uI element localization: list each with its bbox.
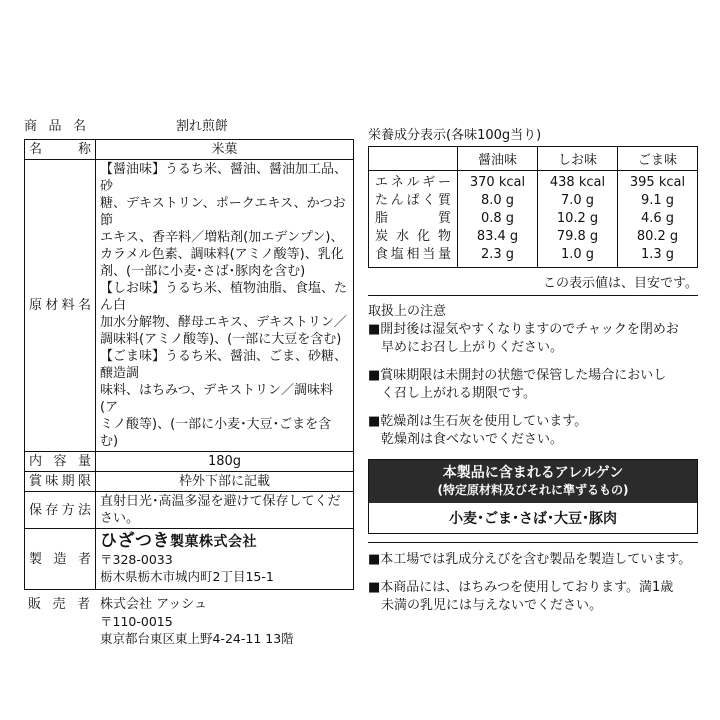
name-value: 米菓 — [96, 140, 354, 160]
nutrient-value: 4.6 g — [618, 210, 698, 228]
seller-info — [100, 596, 294, 647]
nutrition-row — [369, 210, 698, 228]
caution-line: ■開封後は湿気やすくなりますのでチャックを閉めお — [368, 322, 679, 337]
product-value: 割れ煎餅 — [176, 119, 229, 134]
caution-item — [368, 321, 698, 357]
divider — [368, 295, 698, 296]
nutrition-title: 栄養成分表示(各味100g当り) — [368, 128, 542, 143]
maker-row — [25, 529, 354, 590]
product-spec-panel — [24, 118, 354, 647]
allergen-box — [368, 459, 698, 534]
caution-line: 乾燥剤は食べないでください。 — [381, 432, 564, 447]
spec-table — [24, 139, 354, 590]
nutrition-panel — [368, 124, 698, 625]
nutrition-row — [369, 192, 698, 210]
nutrient-value: 83.4 g — [458, 228, 538, 246]
divider — [368, 542, 698, 543]
nutrition-header-row — [369, 147, 698, 171]
nutrient-value: 395 kcal — [618, 171, 698, 193]
caution-line: ■乾燥剤は生石灰を使用しています。 — [368, 414, 588, 429]
nutrient-value: 10.2 g — [538, 210, 618, 228]
storage-line: さい。 — [100, 511, 140, 526]
ingredients-label: 原材料名 — [25, 160, 96, 452]
nutrition-row — [369, 171, 698, 193]
nutrition-row — [369, 246, 698, 268]
footnote-line: ■本商品には、はちみつを使用しております。満1歳 — [368, 580, 674, 595]
nutrient-value: 0.8 g — [458, 210, 538, 228]
allergen-subtitle: (特定原材料及びそれに準ずるもの) — [437, 483, 629, 497]
ingredients-line: 【しお味】うるち米、植物油脂、食塩、たん白 — [100, 281, 348, 313]
nutrient-value: 2.3 g — [458, 246, 538, 268]
ingredients-line: 剤、(一部に小麦･さば･豚肉を含む) — [100, 264, 306, 279]
storage-value — [96, 492, 354, 529]
maker-zip: 〒328-0033 — [100, 552, 173, 567]
nutrition-table — [368, 146, 698, 268]
caution-item — [368, 413, 698, 449]
ingredients-line: 【醤油味】うるち米、醤油、醤油加工品、砂 — [100, 162, 348, 194]
nutrient-value: 7.0 g — [538, 192, 618, 210]
seller-name: 株式会社 アッシュ — [100, 597, 207, 612]
nutrient-value: 1.3 g — [618, 246, 698, 268]
storage-row — [25, 492, 354, 529]
ingredients-line: 味料、はちみつ、デキストリン／調味料(ア — [100, 383, 333, 415]
nutrient-value: 438 kcal — [538, 171, 618, 193]
caution-line: 早めにお召し上がりください。 — [381, 340, 564, 355]
nutrient-value: 9.1 g — [618, 192, 698, 210]
nutrient-value: 370 kcal — [458, 171, 538, 193]
nutrient-name: 食塩相当量 — [369, 246, 458, 268]
nutrition-header-sesame: ごま味 — [618, 147, 698, 171]
ingredients-row — [25, 160, 354, 452]
ingredients-value — [96, 160, 354, 452]
product-label: 商品名 — [24, 119, 86, 134]
nutrient-value: 8.0 g — [458, 192, 538, 210]
seller-block — [24, 596, 354, 647]
name-label: 名称 — [25, 140, 96, 160]
caution-line: く召し上がれる期限です。 — [381, 386, 536, 401]
maker-value — [96, 529, 354, 590]
expiry-value: 枠外下部に記載 — [96, 472, 354, 492]
allergen-title: 本製品に含まれるアレルゲン — [442, 465, 624, 481]
expiry-label: 賞味期限 — [25, 472, 96, 492]
nutrient-value: 79.8 g — [538, 228, 618, 246]
seller-address: 東京都台東区東上野4-24-11 13階 — [100, 631, 294, 646]
ingredients-line: 調味料(アミノ酸等)、(一部に大豆を含む) — [100, 332, 342, 347]
ingredients-line: 【ごま味】うるち米、醤油、ごま、砂糖、醸造調 — [100, 349, 348, 381]
nutrient-name: たんぱく質 — [369, 192, 458, 210]
seller-zip: 〒110-0015 — [100, 614, 173, 629]
ingredients-line: ミノ酸等)、(一部に小麦･大豆･ごまを含む) — [100, 417, 332, 449]
ingredients-line: 加水分解物、酵母エキス、デキストリン／ — [100, 315, 347, 330]
ingredients-line: 糖、デキストリン、ポークエキス、かつお節 — [100, 196, 346, 228]
nutrient-name: エネルギー — [369, 171, 458, 193]
caution-line: ■賞味期限は未開封の状態で保管した場合においし — [368, 368, 667, 383]
seller-label: 販売者 — [28, 597, 90, 612]
maker-address: 栃木県栃木市城内町2丁目15-1 — [100, 569, 274, 584]
expiry-row — [25, 472, 354, 492]
name-row — [25, 140, 354, 160]
storage-label: 保存方法 — [25, 492, 96, 529]
volume-label: 内容量 — [25, 452, 96, 472]
caution-item — [368, 367, 698, 403]
ingredients-line: カラメル色素、調味料(アミノ酸等)、乳化 — [100, 247, 344, 262]
footnote-line: 未満の乳児には与えないでください。 — [381, 598, 603, 613]
maker-label: 製造者 — [25, 529, 96, 590]
maker-company: 製菓株式会社 — [170, 534, 257, 550]
product-row — [24, 118, 354, 136]
footnote-item — [368, 579, 698, 615]
footnote-item — [368, 551, 698, 569]
volume-value: 180g — [96, 452, 354, 472]
nutrition-header-soy: 醤油味 — [458, 147, 538, 171]
nutrient-name: 脂質 — [369, 210, 458, 228]
ingredients-line: エキス、香辛料／増粘剤(加エデンプン)、 — [100, 230, 344, 245]
caution-heading: 取扱上の注意 — [368, 304, 447, 319]
volume-row — [25, 452, 354, 472]
footnote-line: ■本工場では乳成分えびを含む製品を製造しています。 — [368, 552, 692, 567]
maker-brand-logo: ひざつき — [100, 531, 170, 551]
nutrition-header-blank — [369, 147, 458, 171]
nutrient-value: 80.2 g — [618, 228, 698, 246]
nutrition-header-salt: しお味 — [538, 147, 618, 171]
nutrition-row — [369, 228, 698, 246]
nutrient-name: 炭水化物 — [369, 228, 458, 246]
storage-line: 直射日光･高温多湿を避けて保存してくだ — [100, 494, 341, 509]
maker-name — [100, 533, 349, 551]
allergen-header — [369, 460, 697, 503]
allergen-list: 小麦･ごま･さば･大豆･豚肉 — [449, 511, 617, 527]
nutrient-value: 1.0 g — [538, 246, 618, 268]
nutrition-note: この表示値は、目安です。 — [543, 276, 698, 291]
